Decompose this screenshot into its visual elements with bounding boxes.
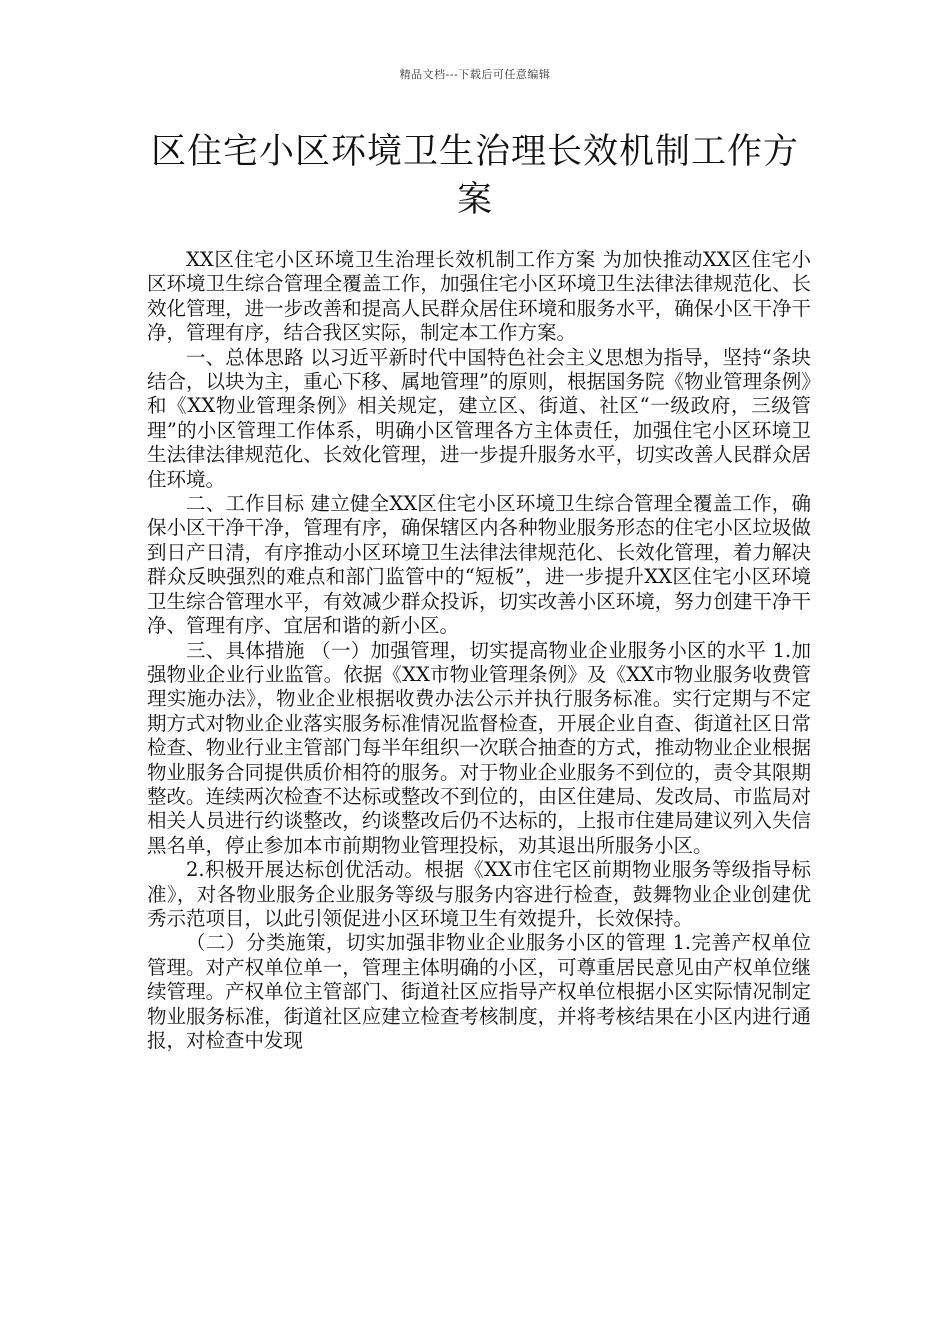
- page-header-note: 精品文档---下载后可任意编辑: [399, 68, 551, 81]
- document-title: 区住宅小区环境卫生治理长效机制工作方案: [150, 132, 799, 220]
- document-body: [147, 248, 811, 1053]
- paragraph-classified-policies: （二）分类施策，切实加强非物业企业服务小区的管理 1.完善产权单位管理。对产权单位单一，管理主体明确的小区，可尊重居民意见由产权单位继续管理。产权单位主管部门、街道社区应指导产权单位根据小区实际情况制定物业服务标准，街道社区应建立检查考核制度，并将考核结果在小区内进行通报，对检查中发现: [147, 931, 811, 1052]
- paragraph-overall-approach: 一、总体思路 以习近平新时代中国特色社会主义思想为指导，坚持“条块结合，以块为主，重心下移、属地管理”的原则，根据国务院《物业管理条例》和《XX物业管理条例》相关规定，建立区、街道、社区“一级政府，三级管理”的小区管理工作体系，明确小区管理各方主体责任，加强住宅小区环境卫生法律法律规范化、长效化管理，进一步提升服务水平，切实改善人民群众居住环境。: [147, 345, 811, 491]
- paragraph-work-goals: 二、工作目标 建立健全XX区住宅小区环境卫生综合管理全覆盖工作，确保小区干净干净，管理有序，确保辖区内各种物业服务形态的住宅小区垃圾做到日产日清，有序推动小区环境卫生法律法律规范化、长效化管理，着力解决群众反映强烈的难点和部门监管中的“短板”，进一步提升XX区住宅小区环境卫生综合管理水平，有效减少群众投诉，切实改善小区环境，努力创建干净干净、管理有序、宜居和谐的新小区。: [147, 492, 811, 638]
- paragraph-standard-activities: 2.积极开展达标创优活动。根据《XX市住宅区前期物业服务等级指导标准》，对各物业服务企业服务等级与服务内容进行检查，鼓舞物业企业创建优秀示范项目，以此引领促进小区环境卫生有效提升，长效保持。: [147, 858, 811, 930]
- paragraph-intro: XX区住宅小区环境卫生治理长效机制工作方案 为加快推动XX区住宅小区环境卫生综合管理全覆盖工作，加强住宅小区环境卫生法律法律规范化、长效化管理，进一步改善和提高人民群众居住环境和服务水平，确保小区干净干净，管理有序，结合我区实际，制定本工作方案。: [147, 248, 811, 345]
- paragraph-specific-measures: 三、具体措施 （一）加强管理，切实提高物业企业服务小区的水平 1.加强物业企业行业监管。依据《XX市物业管理条例》及《XX市物业服务收费管理实施办法》，物业企业根据收费办法公示并执行服务标准。实行定期与不定期方式对物业企业落实服务标准情况监督检查，开展企业自查、街道社区日常检查、物业行业主管部门每半年组织一次联合抽查的方式，推动物业企业根据物业服务合同提供质价相符的服务。对于物业企业服务不到位的，责令其限期整改。连续两次检查不达标或整改不到位的，由区住建局、发改局、市监局对相关人员进行约谈整改，约谈整改后仍不达标的，上报市住建局建议列入失信黑名单，停止参加本市前期物业管理投标，劝其退出所服务小区。: [147, 638, 811, 857]
